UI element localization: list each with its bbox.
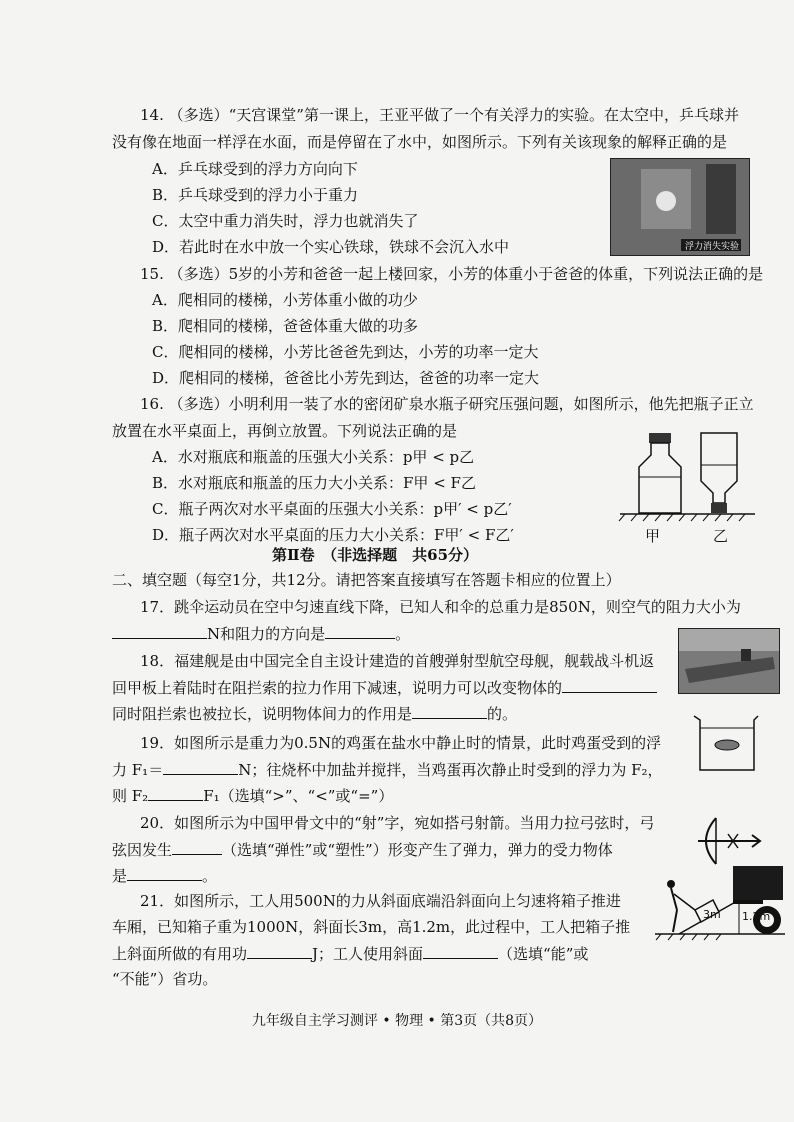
q16-option-b: B．水对瓶底和瓶盖的压力大小关系：F甲 < F乙 (152, 474, 476, 492)
aircraft-carrier-photo (678, 628, 780, 694)
q18-text-c: 的。 (487, 705, 518, 723)
q19-text-c: 则 F₂ (112, 787, 149, 805)
q18-stem: 18．福建舰是由中国完全自主设计建造的首艘弹射型航空母舰，舰载战斗机返 (140, 652, 655, 670)
q17-text-a: N和阻力的方向是 (207, 625, 326, 643)
q14-option-d: D．若此时在水中放一个实心铁球，铁球不会沉入水中 (152, 238, 510, 256)
q14-stem-line1: 14. （多选）“天宫课堂”第一课上，王亚平做了一个有关浮力的实验。在太空中，乒乓球并 (140, 106, 739, 124)
q18-blank-2[interactable] (412, 703, 487, 719)
q16-option-a: A．水对瓶底和瓶盖的压强大小关系：p甲 < p乙 (152, 448, 475, 466)
incline-length-label: 3m (703, 908, 721, 921)
q19-line3 (112, 785, 393, 806)
q19-stem: 19．如图所示是重力为0.5N的鸡蛋在盐水中静止时的情景，此时鸡蛋受到的浮 (140, 734, 662, 752)
q21-text-c: （选填“能”或 (498, 945, 589, 963)
q21-line3 (112, 943, 588, 964)
section-2-title: 第Ⅱ卷 （非选择题 共65分） (272, 546, 479, 564)
q20-text-a: 弦因发生 (112, 841, 173, 859)
q20-blank-2[interactable] (127, 865, 202, 881)
beaker-egg-diagram (690, 712, 760, 774)
q18-line2 (112, 677, 657, 698)
q15-option-c: C．爬相同的楼梯，小芳比爸爸先到达，小芳的功率一定大 (152, 343, 539, 361)
incline-height-label: 1.2m (742, 910, 771, 923)
q14-option-c: C．太空中重力消失时，浮力也就消失了 (152, 212, 419, 230)
q21-line2: 车厢，已知箱子重为1000N，斜面长3m，高1.2m，此过程中，工人把箱子推 (112, 918, 631, 936)
q16-stem-line2: 放置在水平桌面上，再倒立放置。下列说法正确的是 (112, 422, 458, 440)
q15-option-a: A．爬相同的楼梯，小芳体重小做的功少 (152, 291, 418, 309)
q19-blank-1[interactable] (163, 759, 238, 775)
fill-in-heading: 二、填空题（每空1分，共12分。请把答案直接填写在答题卡相应的位置上） (112, 571, 621, 589)
q21-text-b: J；工人使用斜面 (312, 945, 424, 963)
q21-line4: “不能”）省功。 (112, 970, 218, 988)
q15-stem: 15. （多选）5岁的小芳和爸爸一起上楼回家，小芳的体重小于爸爸的体重，下列说法正确的是 (140, 265, 764, 283)
q17-blank-2[interactable] (325, 623, 395, 639)
q20-stem: 20．如图所示为中国甲骨文中的“射”字，宛如搭弓射箭。当用力拉弓弦时，弓 (140, 814, 655, 832)
bottle-diagram (615, 425, 760, 550)
q20-blank-1[interactable] (172, 839, 222, 855)
q19-blank-2[interactable] (148, 785, 203, 801)
q14-option-b: B．乒乓球受到的浮力小于重力 (152, 186, 359, 204)
label-jia: 甲 (645, 527, 661, 545)
q20-text-b: （选填“弹性”或“塑性”）形变产生了弹力，弹力的受力物体 (222, 841, 613, 859)
q17-text-b: 。 (395, 625, 411, 643)
q20-text-d: 。 (202, 867, 218, 885)
label-yi: 乙 (713, 527, 729, 545)
q21-blank-1[interactable] (247, 943, 312, 959)
page-footer: 九年级自主学习测评 • 物理 • 第3页（共8页） (251, 1013, 543, 1029)
q20-text-c: 是 (112, 867, 128, 885)
q16-option-d: D．瓶子两次对水平桌面的压力大小关系：F甲′ < F乙′ (152, 526, 514, 544)
q16-option-c: C．瓶子两次对水平桌面的压强大小关系：p甲′ < p乙′ (152, 500, 512, 518)
q19-line2 (112, 759, 663, 780)
q19-text-a: 力 F₁＝ (112, 761, 164, 779)
bottle-diagram-graphic (615, 425, 760, 525)
q20-line2 (112, 839, 613, 860)
q19-text-b: N；往烧杯中加盐并搅拌，当鸡蛋再次静止时受到的浮力为 F₂， (238, 761, 663, 779)
q17-line2 (112, 623, 410, 644)
pingpong-experiment-photo (610, 158, 750, 256)
q21-blank-2[interactable] (423, 943, 498, 959)
q15-option-b: B．爬相同的楼梯，爸爸体重大做的功多 (152, 317, 419, 335)
beaker-graphic (690, 712, 760, 774)
q16-stem-line1: 16. （多选）小明利用一装了水的密闭矿泉水瓶子研究压强问题，如图所示，他先把瓶子正立 (140, 395, 754, 413)
q19-text-d: F₁（选填“>”、“<”或“=”） (203, 787, 394, 805)
q18-text-b: 同时阻拦索也被拉长，说明物体间力的作用是 (112, 705, 413, 723)
incline-truck-diagram (655, 862, 785, 942)
q18-line3 (112, 703, 517, 724)
q14-option-a: A．乒乓球受到的浮力方向向下 (152, 160, 358, 178)
q21-stem: 21．如图所示，工人用500N的力从斜面底端沿斜面向上匀速将箱子推进 (140, 892, 621, 910)
q17-blank-1[interactable] (112, 623, 207, 639)
oracle-bone-she-character (694, 814, 766, 868)
bow-arrow-glyph (694, 814, 766, 868)
q15-option-d: D．爬相同的楼梯，爸爸比小芳先到达，爸爸的功率一定大 (152, 369, 540, 387)
q20-line3 (112, 865, 217, 886)
q17-stem: 17．跳伞运动员在空中匀速直线下降，已知人和伞的总重力是850N，则空气的阻力大小为 (140, 598, 741, 616)
incline-graphic (655, 862, 785, 942)
q21-text-a: 上斜面所做的有用功 (112, 945, 248, 963)
q18-text-a: 回甲板上着陆时在阻拦索的拉力作用下减速，说明力可以改变物体的 (112, 679, 563, 697)
carrier-photo-graphic (679, 629, 779, 693)
photo-caption: 浮力消失实验 (685, 242, 740, 252)
q18-blank-1[interactable] (562, 677, 657, 693)
q14-stem-line2: 没有像在地面一样浮在水面，而是停留在了水中，如图所示。下列有关该现象的解释正确的是 (112, 133, 728, 151)
